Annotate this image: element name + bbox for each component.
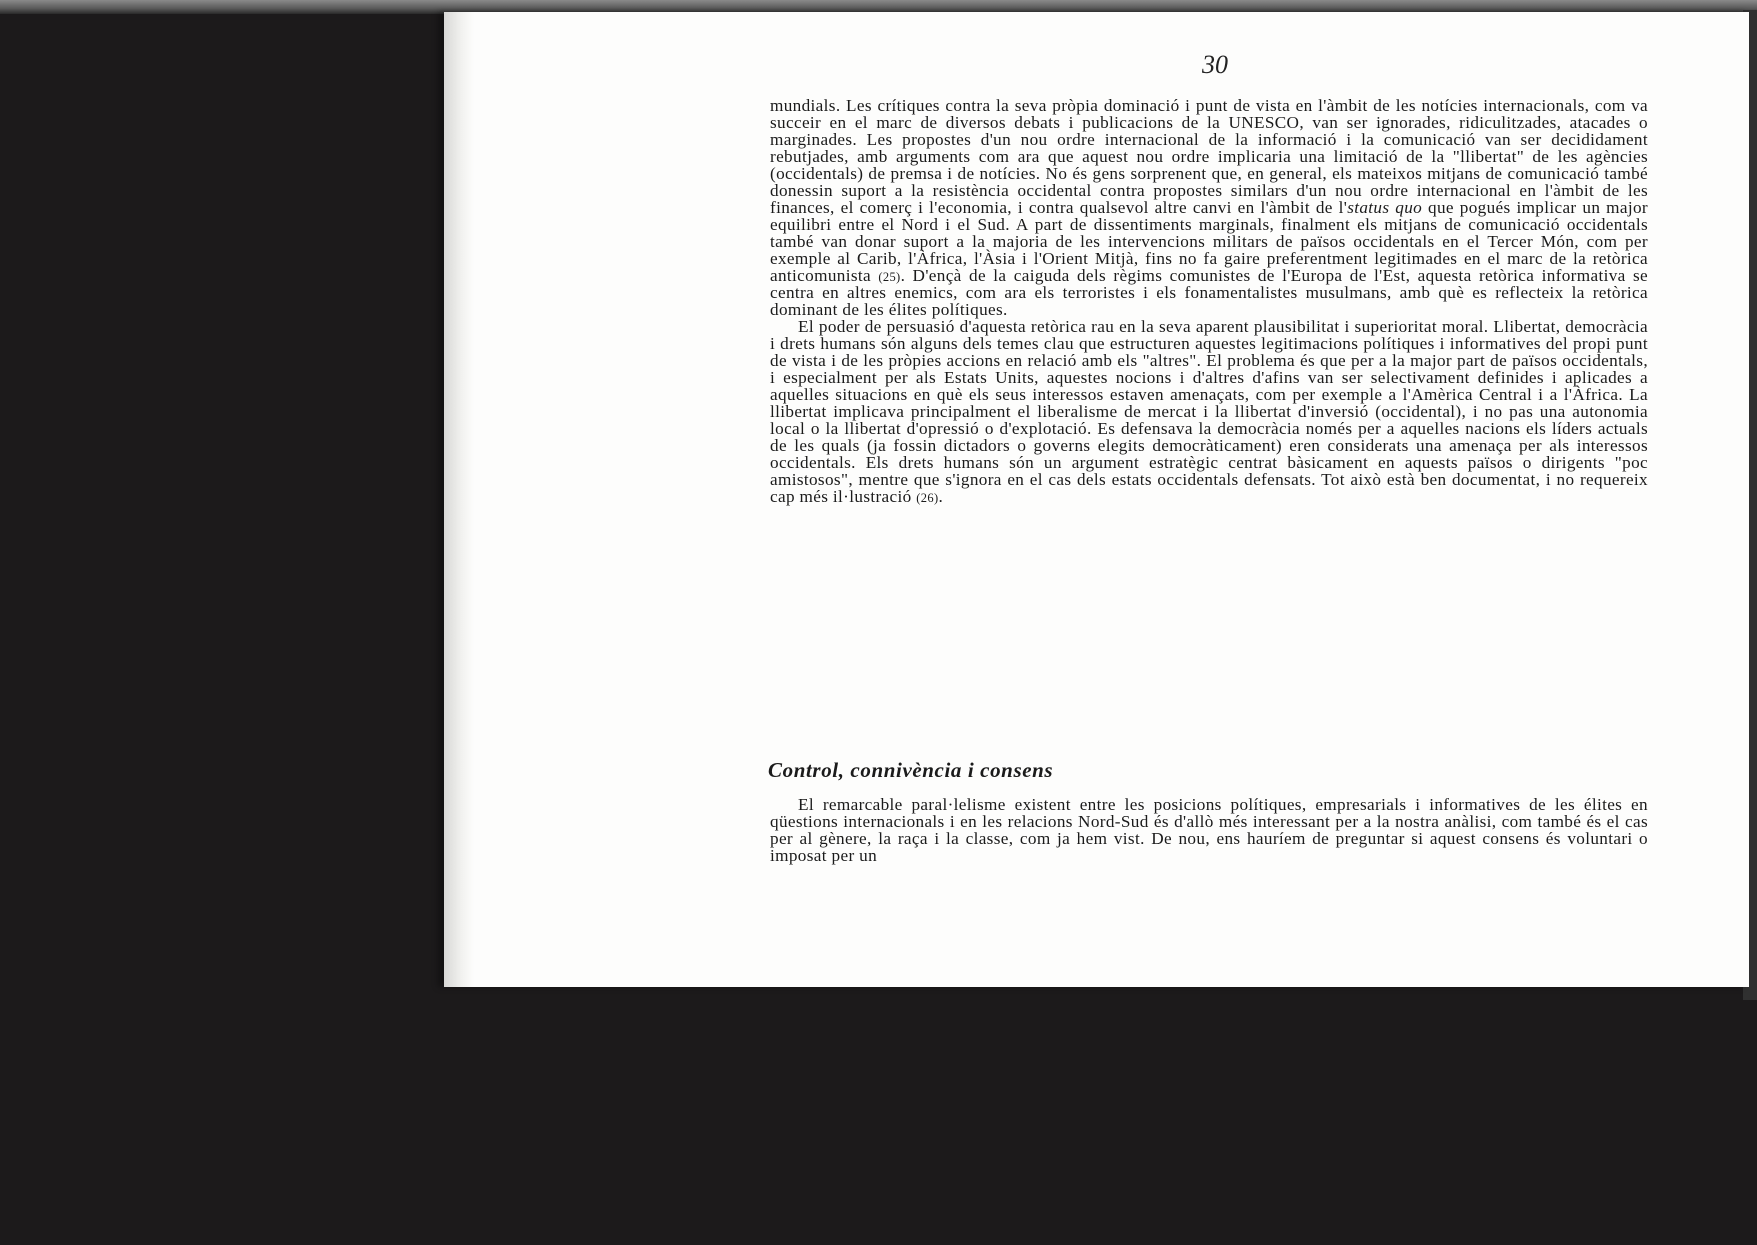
section-paragraph: El remarcable paral·lelisme existent entre les posicions polítiques, empresarials i informatives de les élites en qüestions internacionals i en les relacions Nord-Sud és d'allò més interessant per a la nostra anàlisi, com també és el cas per al gènere, la raça i la classe, com ja hem vist. De nou, ens hauríem de preguntar si aquest consens és voluntari o imposat per un — [770, 795, 1648, 865]
text-span: El poder de persuasió d'aquesta retòrica rau en la seva aparent plausibilitat i superioritat moral. Llibertat, democràcia i drets humans són alguns dels temes clau que estructuren aquestes legitimacions polítiques i informatives del propi punt de vista i de les pròpies accions en relació amb els "altres". El problema és que per a la major part de països occidentals, i especialment per als Estats Units, aquestes nocions i d'altres d'afins van ser selectivament definides i aplicades a aquelles situacions en què els seus interessos estaven amenaçats, com per exemple a l'Amèrica Central i a l'Àfrica. La llibertat implicava principalment el liberalisme de mercat i la llibertat d'inversió (occidental), i no pas una autonomia local o la llibertat d'opressió o d'explotació. Es defensava la democràcia només per a aquelles nacions els líders actuals de les quals (ja fossin dictadors o governs elegits democràticament) eren considerats una amenaça per als interessos occidentals. Els drets humans són un argument estratègic centrat bàsicament en aquests països o dirigents "poc amistosos", mentre que s'ignora en el cas dels estats occidentals defensats. Tot això està ben documentat, i no requereix cap més il·lustració — [770, 317, 1648, 506]
section-body — [770, 796, 1648, 864]
footnote-ref: (25) — [878, 269, 901, 284]
page-gutter-shadow — [444, 12, 474, 987]
paragraph-1 — [770, 98, 1648, 319]
text-span: mundials. Les crítiques contra la seva pròpia dominació i punt de vista en l'àmbit de les notícies internacionals, com va succeir en el marc de diversos debats i publicacions de la UNESCO, van ser ignorades, ridiculitzades, atacades o marginades. Les propostes d'un nou ordre internacional de la informació i la comunicació van ser decididament rebutjades, amb arguments com ara que aquest nou ordre implicaria una limitació de la "llibertat" de les agències (occidentals) de premsa i de notícies. No és gens sorprenent que, en general, els mateixos mitjans de comunicació també donessin suport a la resistència occidental contra propostes similars d'un nou ordre internacional en l'àmbit de les finances, el comerç i l'economia, i contra qualsevol altre canvi en l'àmbit de l' — [770, 96, 1648, 217]
text-span: que pogués implicar un major equilibri entre el Nord i el Sud. A part de dissentiments marginals, finalment els mitjans de comunicació occidentals també van donar suport a la majoria de les intervencions militars de països occidentals en el Tercer Món, com per exemple al Carib, l'Àfrica, l'Àsia i l'Orient Mitjà, fins no fa gaire preferentment legitimades en el marc de la retòrica anticomunista — [770, 197, 1648, 285]
page-number: 30 — [1202, 50, 1228, 79]
text-span: . D'ençà de la caiguda dels règims comunistes de l'Europa de l'Est, aquesta retòrica informativa se centra en altres enemics, com ara els terroristes i els fonamentalistes musulmans, amb què es reflecteix la retòrica dominant de les élites polítiques. — [770, 265, 1648, 320]
footnote-ref: (26) — [916, 490, 939, 505]
section-heading: Control, connivència i consens — [768, 758, 1054, 782]
body-text — [770, 98, 1648, 507]
paragraph-2 — [770, 319, 1648, 506]
italic-term: status quo — [1347, 197, 1423, 217]
text-span: . — [938, 486, 944, 506]
